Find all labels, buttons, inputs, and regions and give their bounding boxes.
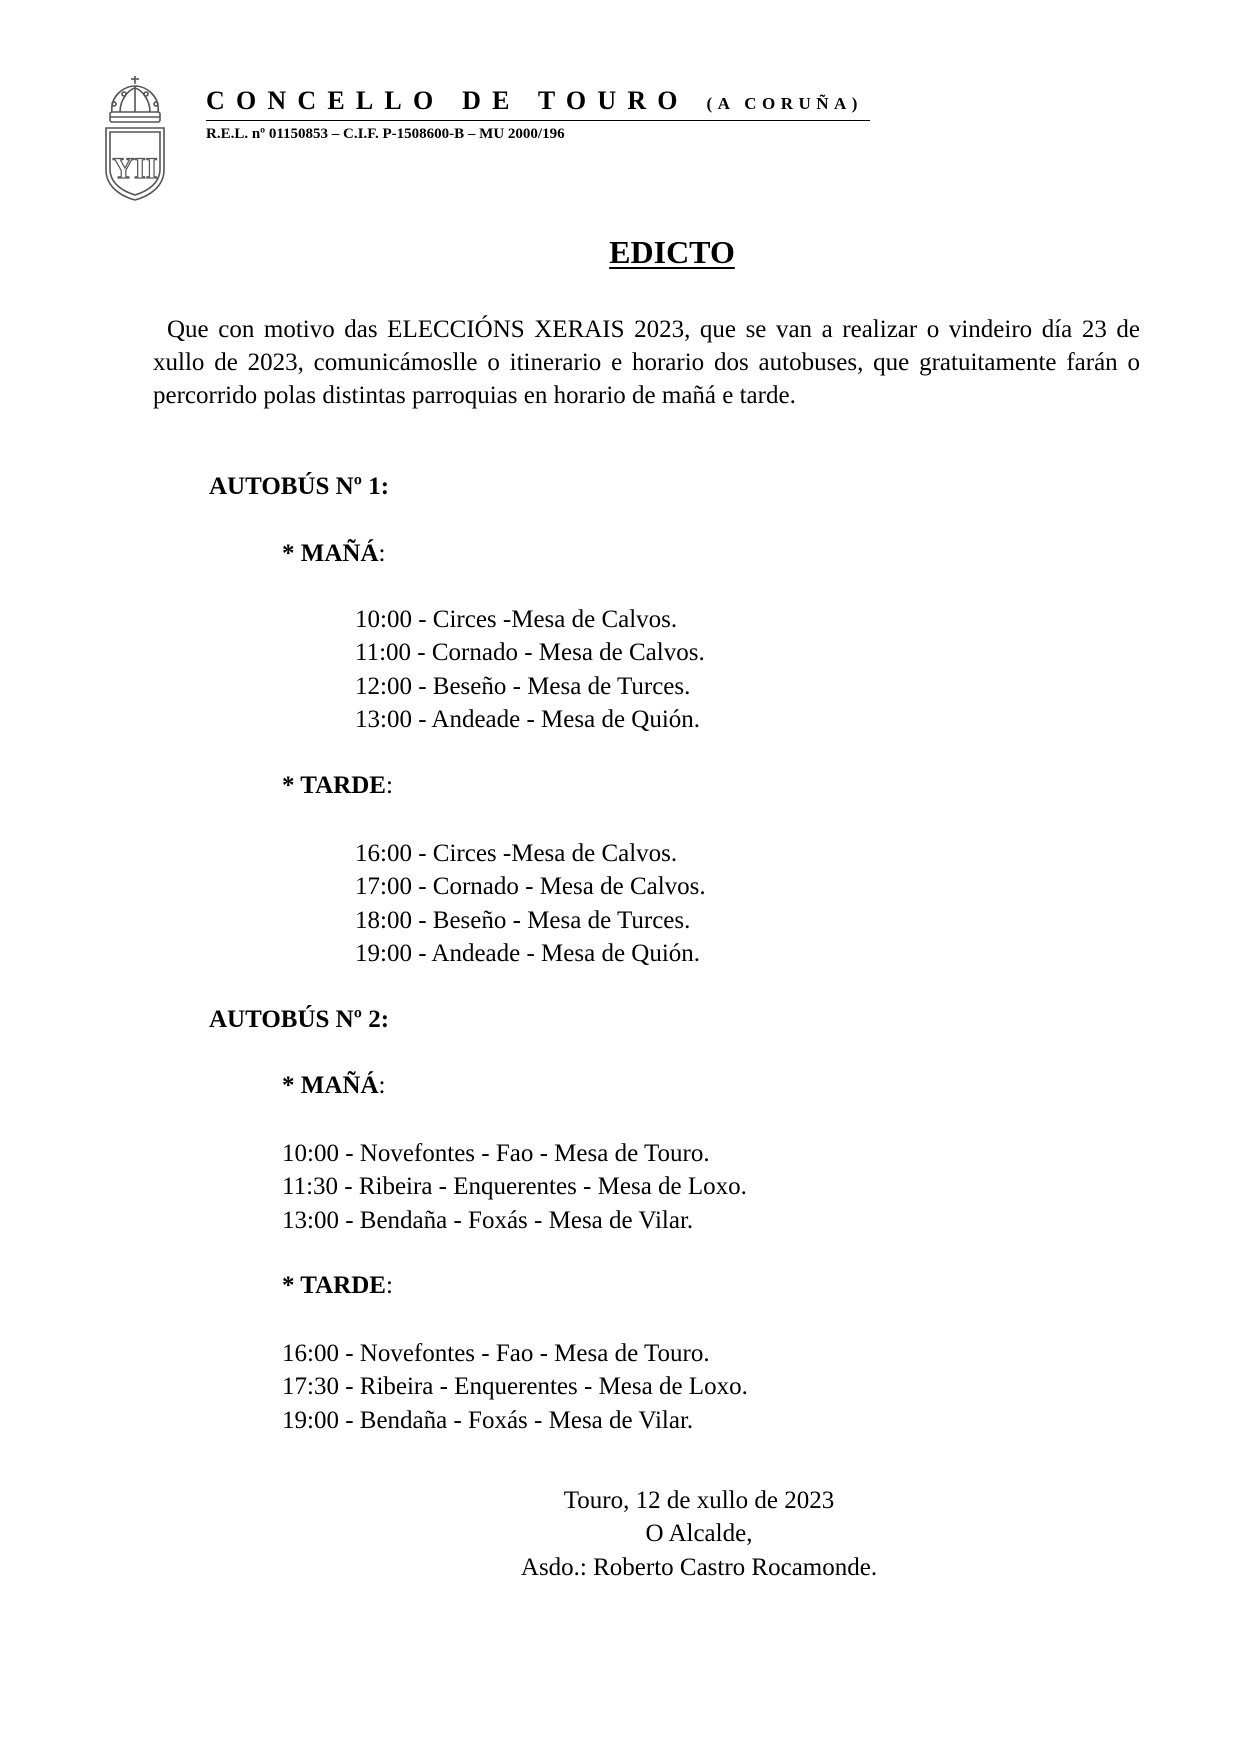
schedule-item: 13:00 - Bendaña - Foxás - Mesa de Vilar. [282, 1206, 694, 1234]
schedule-item: 11:00 - Cornado - Mesa de Calvos. [355, 639, 705, 667]
bus-1-afternoon-schedule [355, 837, 706, 970]
bus-2-heading: AUTOBÚS Nº 2: [209, 1006, 390, 1033]
bus-2-morning-title: * MAÑÁ [282, 1072, 379, 1099]
schedule-item: 17:00 - Cornado - Mesa de Calvos. [355, 873, 706, 901]
bus-1-afternoon-title: * TARDE [282, 772, 386, 799]
signature-line: Asdo.: Roberto Castro Rocamonde. [520, 1553, 878, 1581]
municipality-header [206, 86, 863, 119]
schedule-item: 19:00 - Andeade - Mesa de Quión. [355, 939, 701, 967]
bus-1-afternoon-colon: : [385, 772, 393, 799]
bus-1-morning-label [282, 539, 385, 569]
bus-2-morning-label [282, 1071, 385, 1101]
bus-2-afternoon-schedule [282, 1337, 748, 1437]
bus-1-morning-schedule [355, 603, 705, 736]
intro-paragraph: Que con motivo das ELECCIÓNS XERAIS 2023, que se van a realizar o vindeiro día 23 de xullo de 2023, comunicámoslle o itinerario e horario dos autobuses, que gratuitamente farán o percorrido polas distintas parroquias en horario de mañá e tarde. [153, 316, 1140, 409]
schedule-item: 12:00 - Beseño - Mesa de Turces. [355, 672, 691, 700]
bus-1-afternoon-label [282, 771, 393, 801]
schedule-item: 16:00 - Circes -Mesa de Calvos. [355, 840, 678, 867]
closing-block [0, 1484, 1241, 1584]
bus-2-afternoon-title: * TARDE [282, 1272, 386, 1299]
signatory-role: O Alcalde, [645, 1520, 753, 1548]
schedule-item: 10:00 - Circes -Mesa de Calvos. [355, 606, 678, 633]
registry-line: R.E.L. nº 01150853 – C.I.F. P-1508600-B – MU 2000/196 [206, 126, 565, 142]
schedule-item: 16:00 - Novefontes - Fao - Mesa de Touro. [282, 1340, 710, 1367]
bus-1-heading: AUTOBÚS Nº 1: [209, 473, 390, 500]
place-date: Touro, 12 de xullo de 2023 [563, 1487, 835, 1514]
header-divider [206, 120, 870, 121]
coat-of-arms-crest-icon [100, 74, 170, 202]
svg-text:YII: YII [112, 152, 158, 185]
municipality-name: CONCELLO DE TOURO [206, 86, 689, 115]
schedule-item: 19:00 - Bendaña - Foxás - Mesa de Vilar. [282, 1406, 694, 1434]
province-name: (A CORUÑA) [706, 94, 863, 113]
bus-2-morning-colon: : [378, 1072, 386, 1099]
schedule-item: 18:00 - Beseño - Mesa de Turces. [355, 906, 691, 934]
bus-1-morning-title: * MAÑÁ [282, 540, 379, 567]
schedule-item: 11:30 - Ribeira - Enquerentes - Mesa de Loxo. [282, 1173, 747, 1201]
bus-2-afternoon-colon: : [385, 1272, 393, 1299]
schedule-item: 10:00 - Novefontes - Fao - Mesa de Touro. [282, 1140, 710, 1167]
page-title: EDICTO [609, 234, 735, 270]
bus-2-afternoon-label [282, 1271, 393, 1301]
schedule-item: 13:00 - Andeade - Mesa de Quión. [355, 705, 701, 733]
bus-2-morning-schedule [282, 1137, 747, 1237]
bus-1-morning-colon: : [378, 540, 386, 567]
schedule-item: 17:30 - Ribeira - Enquerentes - Mesa de Loxo. [282, 1373, 748, 1401]
